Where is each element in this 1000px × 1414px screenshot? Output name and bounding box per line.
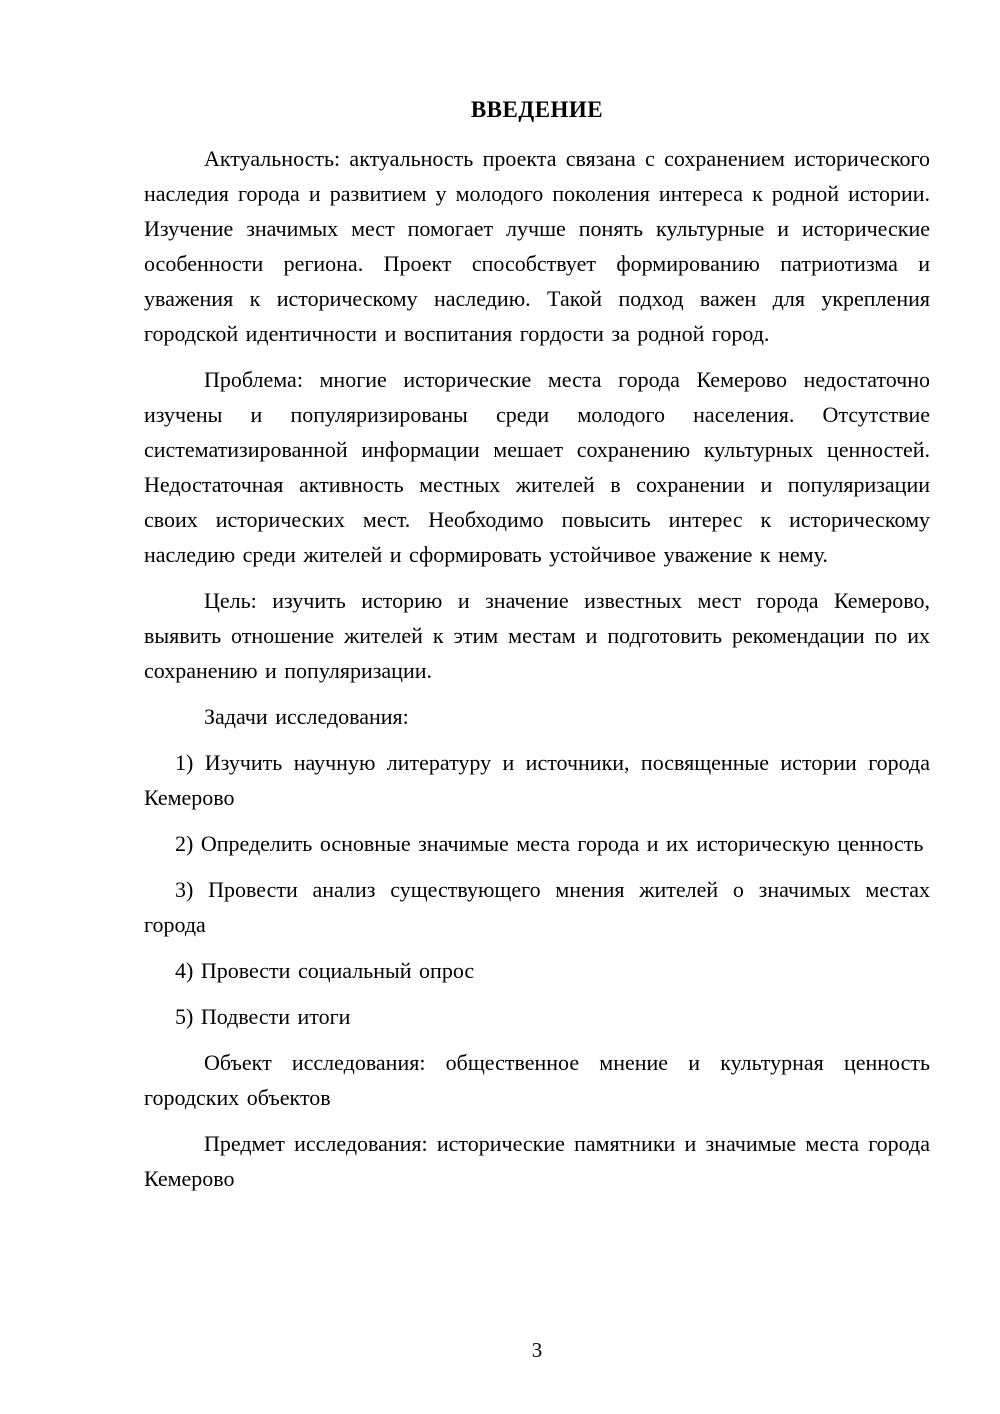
paragraph-relevance: Актуальность: актуальность проекта связана с сохранением исторического наследия города и развитием у молодого поколения интереса к родной истории. Изучение значимых мест помогает лучше понять культурные и исторические особенности региона. Проект способствует формированию патриотизма и уважения к историческому наследию. Такой подход важен для укрепления городской идентичности и воспитания гордости за родной город. [144, 146, 930, 346]
task-item-4: 4) Провести социальный опрос [175, 958, 475, 983]
paragraph-subject: Предмет исследования: исторические памятники и значимые места города Кемерово [144, 1131, 930, 1191]
paragraph-problem: Проблема: многие исторические места города Кемерово недостаточно изучены и популяризированы среди молодого населения. Отсутствие систематизированной информации мешает сохранению культурных ценностей. Недостаточная активность местных жителей в сохранении и популяризации своих исторических мест. Необходимо повысить интерес к историческому наследию среди жителей и сформировать устойчивое уважение к нему. [144, 367, 930, 567]
paragraph-goal: Цель: изучить историю и значение известных мест города Кемерово, выявить отношение жителей к этим местам и подготовить рекомендации по их сохранению и популяризации. [144, 588, 930, 683]
task-item-1: 1) Изучить научную литературу и источники, посвященные истории города Кемерово [144, 750, 930, 810]
tasks-heading: Задачи исследования: [204, 704, 409, 729]
page-title: ВВЕДЕНИЕ [470, 97, 604, 122]
task-item-3: 3) Провести анализ существующего мнения жителей о значимых местах города [144, 877, 930, 937]
task-item-2: 2) Определить основные значимые места города и их историческую ценность [175, 831, 924, 856]
task-item-5: 5) Подвести итоги [175, 1004, 351, 1029]
paragraph-object: Объект исследования: общественное мнение и культурная ценность городских объектов [144, 1050, 930, 1110]
page-number: 3 [531, 1338, 543, 1362]
